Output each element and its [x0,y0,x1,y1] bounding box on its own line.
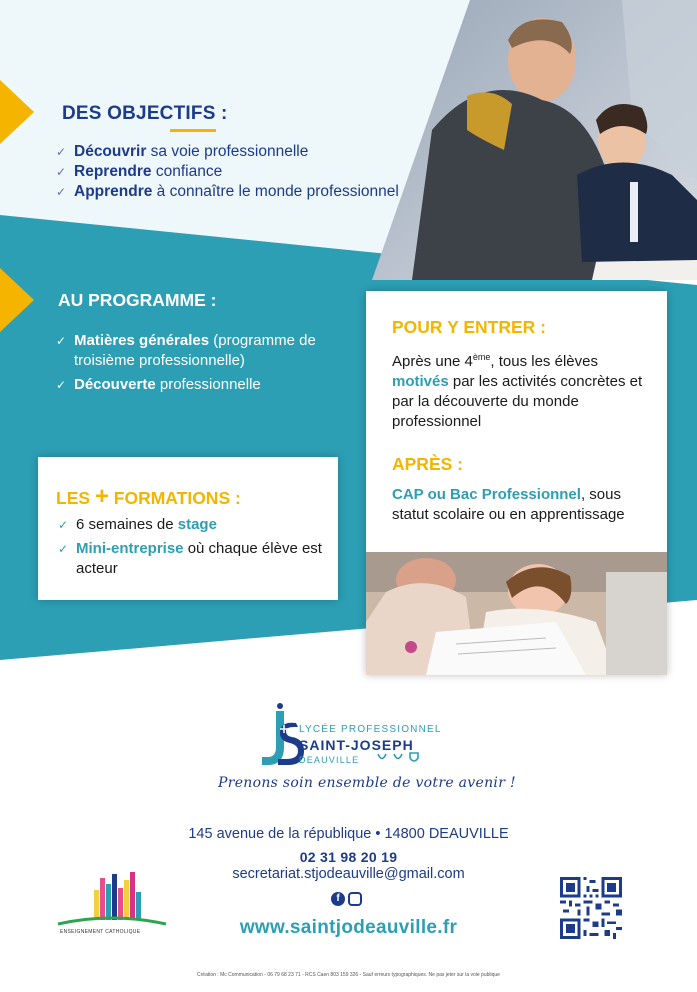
entrer-title: POUR Y ENTRER : [392,317,546,337]
instagram-icon[interactable] [348,892,362,906]
facebook-icon[interactable]: f [331,892,345,906]
check-icon: ✓ [56,165,67,179]
ec-label: ENSEIGNEMENT CATHOLIQUE [60,929,141,935]
objectifs-title: DES OBJECTIFS : [62,103,228,124]
social-links [331,892,362,906]
apres-text: CAP ou Bac Professionnel, sous statut scolaire ou en apprentissage [392,486,625,523]
list-item: ✓ 6 semaines de stage [58,516,217,533]
plus-title: LES + FORMATIONS : [56,483,241,510]
students-photo [366,552,667,675]
address: 145 avenue de la république • 14800 DEAUVILLE [188,826,509,842]
email-link[interactable]: secretariat.stjodeauville@gmail.com [232,866,465,882]
list-item: ✓ Découvrir sa voie professionnelle [56,143,309,160]
enseignement-catholique-logo [56,870,168,930]
programme-title: AU PROGRAMME : [58,290,217,310]
plus-list [58,515,328,583]
list-item: ✓ Matières générales (programme de troisième professionnelle) [56,332,316,369]
tagline: Prenons soin ensemble de votre avenir ! [218,775,516,791]
check-icon: ✓ [58,542,69,556]
check-icon: ✓ [56,145,67,159]
credits: Création : Mc Communication - 06 79 68 23 71 - RCS Caen 803 159 326 - Sauf erreurs typographiques. Ne pas jeter sur la voie publique [197,972,500,978]
phone[interactable]: 02 31 98 20 19 [299,849,398,865]
yellow-chevron-icon [0,268,34,332]
check-icon: ✓ [58,518,69,532]
check-icon: ✓ [56,185,67,199]
logo-line-1: LYCÉE PROFESSIONNEL [299,724,442,735]
objectifs-list [56,142,399,202]
yellow-chevron-icon [0,80,34,144]
list-item: ✓ Mini-entreprise où chaque élève est acteur [58,540,322,577]
check-icon: ✓ [56,378,67,392]
check-icon: ✓ [56,334,67,348]
programme-list [56,331,346,399]
entrer-text: Après une 4ème, tous les élèves motivés par les activités concrètes et par la découverte du monde professionnel [392,352,643,430]
apres-title: APRÈS : [392,454,463,474]
qr-code[interactable] [559,877,623,939]
list-item: ✓ Apprendre à connaître le monde professionnel [56,183,399,200]
logo-city: DEAUVILLE [299,755,360,765]
title-underline [170,129,216,132]
teacher-student-photo [372,0,697,280]
admission-card [366,291,667,675]
website-link[interactable]: www.saintjodeauville.fr [239,917,458,938]
plus-formations-card [38,457,338,600]
list-item: ✓ Reprendre confiance [56,163,223,180]
list-item: ✓ Découverte professionnelle [56,376,261,393]
logo-school-name: SAINT-JOSEPH [299,737,414,753]
